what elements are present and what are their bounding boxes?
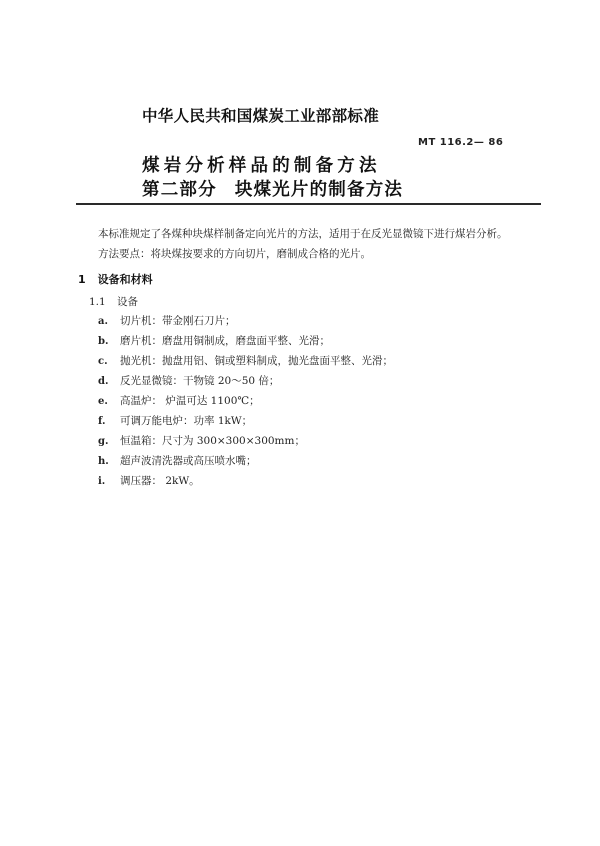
equipment-item: c. 抛光机：抛盘用铝、铜或塑料制成，抛光盘面平整、光滑； (98, 355, 393, 367)
equipment-item: a. 切片机：带金刚石刀片； (98, 315, 236, 327)
equipment-item: i. 调压器： 2kW。 (98, 475, 200, 487)
equipment-item: f. 可调万能电炉：功率 1kW； (98, 415, 253, 427)
section-heading-1: 1 设备和材料 (78, 273, 153, 286)
subtitle-part: 第二部分 (142, 180, 217, 200)
intro-line-1: 本标准规定了各煤种块煤样制备定向光片的方法，适用于在反光显微镜下进行煤岩分析。 (98, 228, 508, 240)
issuing-organization: 中华人民共和国煤炭工业部部标准 (142, 107, 380, 125)
subtitle-name: 块煤光片的制备方法 (234, 180, 404, 200)
equipment-item: d. 反光显微镜：干物镜 20～50 倍； (98, 375, 280, 387)
intro-line-2: 方法要点：将块煤按要求的方向切片，磨制成合格的光片。 (98, 248, 371, 260)
equipment-item: h. 超声波清洗器或高压喷水嘴； (98, 455, 257, 467)
equipment-item: e. 高温炉： 炉温可达 1100℃； (98, 395, 260, 407)
document-title: 煤岩分析样品的制备方法 (142, 156, 381, 176)
header-divider (76, 203, 541, 205)
document-subtitle (142, 176, 403, 201)
standard-code: MT 116.2— 86 (418, 137, 504, 148)
equipment-item: b. 磨片机：磨盘用铜制成，磨盘面平整、光滑； (98, 335, 330, 347)
equipment-item: g. 恒温箱：尺寸为 300×300×300mm； (98, 435, 305, 447)
clause-1-1: 1.1 设备 (89, 296, 138, 308)
